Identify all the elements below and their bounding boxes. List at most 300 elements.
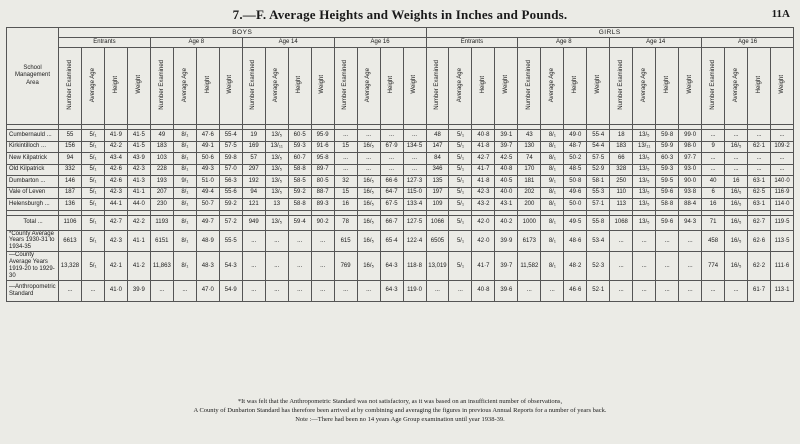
table-cell: 118·8 [403, 252, 426, 281]
girls-section-header: Entrants [426, 38, 518, 48]
table-cell: 55·4 [219, 130, 242, 142]
table-cell: 16/₅ [357, 187, 380, 199]
table-cell: 67·5 [380, 199, 403, 211]
table-cell: 8/₁ [541, 141, 564, 153]
table-cell: 42·7 [472, 153, 495, 165]
table-cell: 207 [150, 187, 173, 199]
table-cell: 16/₅ [725, 252, 748, 281]
table-cell: 115·0 [403, 187, 426, 199]
table-cell: 16/₅ [357, 252, 380, 281]
table-cell: 170 [518, 164, 541, 176]
table-cell: 11,863 [150, 252, 173, 281]
table-cell: 111·6 [771, 252, 794, 281]
table-cell: 49·4 [196, 187, 219, 199]
table-cell: 5/₁ [449, 153, 472, 165]
table-cell: 63·1 [748, 199, 771, 211]
table-cell: ... [334, 164, 357, 176]
table-cell: 8/₁ [541, 187, 564, 199]
table-cell: 43·9 [127, 153, 150, 165]
table-cell: 97·7 [679, 153, 702, 165]
table-cell: 48·9 [196, 230, 219, 252]
table-cell: ... [771, 153, 794, 165]
table-cell: 228 [150, 164, 173, 176]
table-cell: 50·6 [196, 153, 219, 165]
table-cell: 328 [610, 164, 633, 176]
table-cell: 62·5 [748, 187, 771, 199]
table-cell: 52·9 [587, 164, 610, 176]
table-cell: 5/₁ [81, 176, 104, 188]
area-name: Helensburgh ... [7, 199, 59, 211]
table-cell: 16/₅ [357, 176, 380, 188]
average-row [7, 280, 794, 301]
table-cell: 13/₅ [265, 153, 288, 165]
table-cell: 66·6 [380, 176, 403, 188]
table-cell: 6173 [518, 230, 541, 252]
table-cell: ... [771, 164, 794, 176]
area-name: New Kilpatrick [7, 153, 59, 165]
column-header: Number Examined [242, 48, 265, 125]
table-cell: ... [242, 230, 265, 252]
area-name: Old Kilpatrick [7, 164, 59, 176]
table-cell: 48·2 [564, 252, 587, 281]
table-cell: 16/₅ [725, 187, 748, 199]
table-cell: 13/₅ [633, 215, 656, 230]
table-cell: 8/₁ [541, 252, 564, 281]
table-cell: 58·8 [656, 199, 679, 211]
table-cell: 8/₁ [541, 130, 564, 142]
table-cell: 59·3 [288, 141, 311, 153]
table-cell: 58·5 [288, 176, 311, 188]
table-cell: 67·9 [380, 141, 403, 153]
page-number: 11A [771, 8, 790, 20]
table-cell: 13/₅ [633, 130, 656, 142]
table-cell: 59·3 [656, 164, 679, 176]
table-cell: 60·5 [288, 130, 311, 142]
table-row [7, 141, 794, 153]
table-cell: ... [725, 153, 748, 165]
column-header: Average Age [541, 48, 564, 125]
table-cell: 50·8 [564, 176, 587, 188]
table-cell: 42·0 [472, 215, 495, 230]
table-cell: 135 [426, 176, 449, 188]
table-cell: ... [334, 280, 357, 301]
column-header: Height [288, 48, 311, 125]
table-cell: 42·3 [472, 187, 495, 199]
table-cell: ... [449, 280, 472, 301]
table-cell: 16/₅ [725, 230, 748, 252]
table-cell: 147 [426, 141, 449, 153]
column-header: Number Examined [59, 48, 82, 125]
table-cell: 48·3 [196, 252, 219, 281]
table-cell: 197 [426, 187, 449, 199]
table-cell: 116·9 [771, 187, 794, 199]
table-cell: 54·9 [219, 280, 242, 301]
average-row [7, 230, 794, 252]
table-cell: 187 [59, 187, 82, 199]
table-cell: 136 [59, 199, 82, 211]
table-cell: ... [702, 130, 725, 142]
table-cell: 40·8 [472, 280, 495, 301]
table-cell: 39·1 [495, 130, 518, 142]
column-header: Weight [127, 48, 150, 125]
table-cell: 50·2 [564, 153, 587, 165]
table-cell: ... [541, 280, 564, 301]
table-row [7, 153, 794, 165]
table-cell: 42·3 [104, 187, 127, 199]
table-cell: 63·1 [748, 176, 771, 188]
table-cell: 66 [610, 153, 633, 165]
area-name: —Anthropometric Standard [7, 280, 59, 301]
table-cell: 55·4 [587, 130, 610, 142]
table-cell: ... [610, 230, 633, 252]
table-cell: 11,582 [518, 252, 541, 281]
total-row [7, 215, 794, 230]
table-cell: 1193 [150, 215, 173, 230]
table-cell: 16/₅ [357, 199, 380, 211]
table-cell: 48 [426, 130, 449, 142]
table-cell: 52·1 [587, 280, 610, 301]
column-header: Weight [403, 48, 426, 125]
table-cell: ... [357, 130, 380, 142]
table-cell: 59·9 [656, 141, 679, 153]
table-cell: ... [265, 230, 288, 252]
table-cell: 41·2 [127, 252, 150, 281]
table-cell: ... [725, 164, 748, 176]
table-cell: 346 [426, 164, 449, 176]
table-cell: 51·0 [196, 176, 219, 188]
table-cell: 13/₅ [633, 187, 656, 199]
table-cell: 13/₅ [633, 176, 656, 188]
table-cell: 57 [242, 153, 265, 165]
column-header: Number Examined [334, 48, 357, 125]
table-cell: ... [702, 153, 725, 165]
table-cell: 113·1 [771, 280, 794, 301]
table-cell: 57·5 [587, 153, 610, 165]
table-cell: 71 [702, 215, 725, 230]
table-cell: 43·4 [104, 153, 127, 165]
area-name: Kirkintilloch ... [7, 141, 59, 153]
table-cell: 13,328 [59, 252, 82, 281]
table-cell: 65·4 [380, 230, 403, 252]
column-header: Weight [311, 48, 334, 125]
table-cell: 16/₅ [725, 141, 748, 153]
table-cell: 57·2 [219, 215, 242, 230]
table-cell: 774 [702, 252, 725, 281]
table-cell: 16/₅ [725, 215, 748, 230]
table-cell: 94·3 [679, 215, 702, 230]
table-cell: ... [748, 130, 771, 142]
column-header: Number Examined [518, 48, 541, 125]
table-cell: 183 [610, 141, 633, 153]
table-cell: ... [380, 153, 403, 165]
table-cell: 8/₁ [541, 199, 564, 211]
table-cell: 84 [426, 153, 449, 165]
column-header: Height [472, 48, 495, 125]
table-cell: 66·7 [380, 215, 403, 230]
table-cell: ... [633, 252, 656, 281]
table-cell: ... [771, 130, 794, 142]
table-cell: ... [656, 230, 679, 252]
table-cell: 110 [610, 187, 633, 199]
table-cell: ... [288, 252, 311, 281]
table-cell: 8/₁ [173, 153, 196, 165]
table-cell: 127·3 [403, 176, 426, 188]
table-cell: 42·6 [104, 164, 127, 176]
column-header: Number Examined [702, 48, 725, 125]
table-cell: 202 [518, 187, 541, 199]
table-cell: 6613 [59, 230, 82, 252]
table-cell: 127·5 [403, 215, 426, 230]
column-header: Average Age [81, 48, 104, 125]
boys-section-header: Age 14 [242, 38, 334, 48]
table-cell: 181 [518, 176, 541, 188]
column-header: Weight [587, 48, 610, 125]
table-cell: 8/₁ [173, 252, 196, 281]
table-cell: 57·5 [219, 141, 242, 153]
column-header: Weight [219, 48, 242, 125]
table-cell: 332 [59, 164, 82, 176]
table-cell: 44·1 [104, 199, 127, 211]
table-cell: 15 [334, 187, 357, 199]
table-cell: 109·2 [771, 141, 794, 153]
table-cell: 8/₁ [173, 199, 196, 211]
table-cell: ... [357, 280, 380, 301]
table-cell: 1068 [610, 215, 633, 230]
table-cell: 42·1 [104, 252, 127, 281]
table-cell: 13/₅ [633, 153, 656, 165]
table-cell: 80·5 [311, 176, 334, 188]
table-cell: 183 [150, 141, 173, 153]
table-cell: 41·5 [127, 130, 150, 142]
table-cell: ... [311, 230, 334, 252]
column-header: Number Examined [610, 48, 633, 125]
table-cell: 50·0 [564, 199, 587, 211]
table-cell: 1000 [518, 215, 541, 230]
table-cell: 5/₁ [449, 130, 472, 142]
table-cell: 13 [265, 199, 288, 211]
table-cell: ... [633, 230, 656, 252]
table-cell: 60·7 [288, 153, 311, 165]
boys-section-header: Age 8 [150, 38, 242, 48]
girls-header: GIRLS [426, 28, 794, 38]
table-cell: 49·5 [564, 215, 587, 230]
table-cell: 13/₅ [265, 176, 288, 188]
boys-section-header: Entrants [59, 38, 151, 48]
table-cell: ... [357, 153, 380, 165]
girls-section-header: Age 8 [518, 38, 610, 48]
column-header: Height [748, 48, 771, 125]
table-cell: 133·4 [403, 199, 426, 211]
table-cell: 9 [702, 141, 725, 153]
table-cell: 5/₁ [449, 176, 472, 188]
table-cell: 59·8 [656, 130, 679, 142]
table-cell: 41·9 [104, 130, 127, 142]
table-cell: 43·2 [472, 199, 495, 211]
area-name: Dumbarton ... [7, 176, 59, 188]
table-cell: ... [288, 230, 311, 252]
table-row [7, 199, 794, 211]
table-cell: 13/₁₁ [633, 141, 656, 153]
table-cell: 5/₁ [81, 141, 104, 153]
table-cell: 8/₁ [173, 164, 196, 176]
column-header: Average Age [173, 48, 196, 125]
table-cell: 59·2 [219, 199, 242, 211]
table-cell: ... [656, 252, 679, 281]
column-header: Average Age [633, 48, 656, 125]
table-cell: ... [357, 164, 380, 176]
table-cell: 55 [59, 130, 82, 142]
table-cell: ... [334, 130, 357, 142]
table-cell: 8/₁ [541, 164, 564, 176]
table-cell: 119·0 [403, 280, 426, 301]
table-cell: 49·1 [196, 141, 219, 153]
table-cell: 113 [610, 199, 633, 211]
table-cell: 41·7 [472, 164, 495, 176]
table-cell: 13/₅ [633, 199, 656, 211]
table-cell: 6505 [426, 230, 449, 252]
table-cell: 41·5 [127, 141, 150, 153]
table-cell: 230 [150, 199, 173, 211]
table-cell: ... [403, 164, 426, 176]
table-cell: 52·3 [587, 252, 610, 281]
table-cell: 5/₁ [449, 230, 472, 252]
table-row [7, 130, 794, 142]
table-cell: 62·2 [748, 252, 771, 281]
table-cell: 8/₁ [173, 187, 196, 199]
table-cell: 49·3 [196, 164, 219, 176]
table-cell: 47·0 [196, 280, 219, 301]
column-header: Number Examined [150, 48, 173, 125]
table-cell: 121 [242, 199, 265, 211]
table-cell: ... [748, 153, 771, 165]
table-cell: 130 [518, 141, 541, 153]
table-cell: ... [150, 280, 173, 301]
table-cell: ... [59, 280, 82, 301]
boys-section-header: Age 16 [334, 38, 426, 48]
table-cell: 9/₁ [541, 176, 564, 188]
table-cell: 40·5 [495, 176, 518, 188]
table-cell: 39·7 [495, 141, 518, 153]
table-cell: 88·4 [679, 199, 702, 211]
table-cell: 103 [150, 153, 173, 165]
table-cell: ... [610, 252, 633, 281]
table-cell: ... [725, 130, 748, 142]
table-cell: 42·6 [104, 176, 127, 188]
table-cell: 41·1 [127, 187, 150, 199]
table-cell: 113·5 [771, 230, 794, 252]
area-name: —County Average Years 1919-20 to 1929-30 [7, 252, 59, 281]
table-cell: ... [403, 153, 426, 165]
table-cell: 55·5 [219, 230, 242, 252]
table-cell: 58·8 [288, 199, 311, 211]
table-cell: ... [311, 252, 334, 281]
table-cell: ... [610, 280, 633, 301]
table-cell: 1106 [59, 215, 82, 230]
table-cell: 13/₁₁ [265, 141, 288, 153]
table-cell: 40·0 [495, 187, 518, 199]
table-cell: 39·7 [495, 252, 518, 281]
table-cell: ... [725, 280, 748, 301]
table-cell: 46·6 [564, 280, 587, 301]
table-cell: 58·1 [587, 176, 610, 188]
table-cell: 78 [334, 215, 357, 230]
table-cell: 40·8 [472, 130, 495, 142]
table-cell: 91·6 [311, 141, 334, 153]
table-cell: ... [81, 280, 104, 301]
column-header: Height [380, 48, 403, 125]
page-title: 7.—F. Average Heights and Weights in Inches and Pounds. [232, 7, 568, 22]
table-cell: ... [748, 164, 771, 176]
table-cell: 89·7 [311, 164, 334, 176]
table-cell: 8/₁ [541, 215, 564, 230]
table-cell: 109 [426, 199, 449, 211]
table-cell: 93·0 [679, 164, 702, 176]
table-cell: 41·3 [127, 176, 150, 188]
table-cell: 39·9 [127, 280, 150, 301]
table-cell: 62·6 [748, 230, 771, 252]
table-cell: 5/₁ [449, 141, 472, 153]
table-cell: 16 [725, 176, 748, 188]
table-row [7, 164, 794, 176]
table-cell: ... [380, 130, 403, 142]
table-cell: 41·7 [472, 252, 495, 281]
table-cell: 62·7 [748, 215, 771, 230]
column-header: Height [196, 48, 219, 125]
table-cell: 42·2 [127, 215, 150, 230]
table-cell: 53·4 [587, 230, 610, 252]
table-cell: 88·7 [311, 187, 334, 199]
table-cell: 89·3 [311, 199, 334, 211]
table-cell: 90·2 [311, 215, 334, 230]
table-cell: ... [242, 280, 265, 301]
table-cell: 42·2 [104, 141, 127, 153]
table-cell: 5/₁ [81, 187, 104, 199]
table-cell: 193 [150, 176, 173, 188]
table-cell: 39·9 [495, 230, 518, 252]
table-cell: 5/₁ [449, 252, 472, 281]
table-cell: 5/₁ [449, 187, 472, 199]
area-name: Total ... [7, 215, 59, 230]
table-cell: 40·2 [495, 215, 518, 230]
average-row [7, 252, 794, 281]
table-cell: 59·8 [219, 153, 242, 165]
column-header: Average Age [357, 48, 380, 125]
table-cell: 90·0 [679, 176, 702, 188]
table-cell: 119·5 [771, 215, 794, 230]
table-cell: 16 [702, 199, 725, 211]
table-cell: 16/₅ [357, 230, 380, 252]
table-cell: 55·6 [219, 187, 242, 199]
table-cell: 5/₁ [81, 199, 104, 211]
table-cell: 13/₅ [265, 130, 288, 142]
table-cell: 16/₅ [725, 199, 748, 211]
table-cell: ... [633, 280, 656, 301]
table-cell: 1066 [426, 215, 449, 230]
table-cell: 47·6 [196, 130, 219, 142]
girls-section-header: Age 16 [702, 38, 794, 48]
table-cell: 41·1 [127, 230, 150, 252]
table-cell: 54·4 [587, 141, 610, 153]
table-cell: 200 [518, 199, 541, 211]
table-cell: 93·8 [679, 187, 702, 199]
table-cell: ... [702, 164, 725, 176]
table-cell: 13/₅ [265, 215, 288, 230]
table-cell: 99·0 [679, 130, 702, 142]
table-cell: 42·3 [104, 230, 127, 252]
table-cell: 192 [242, 176, 265, 188]
table-cell: 64·7 [380, 187, 403, 199]
table-cell: 61·7 [748, 280, 771, 301]
